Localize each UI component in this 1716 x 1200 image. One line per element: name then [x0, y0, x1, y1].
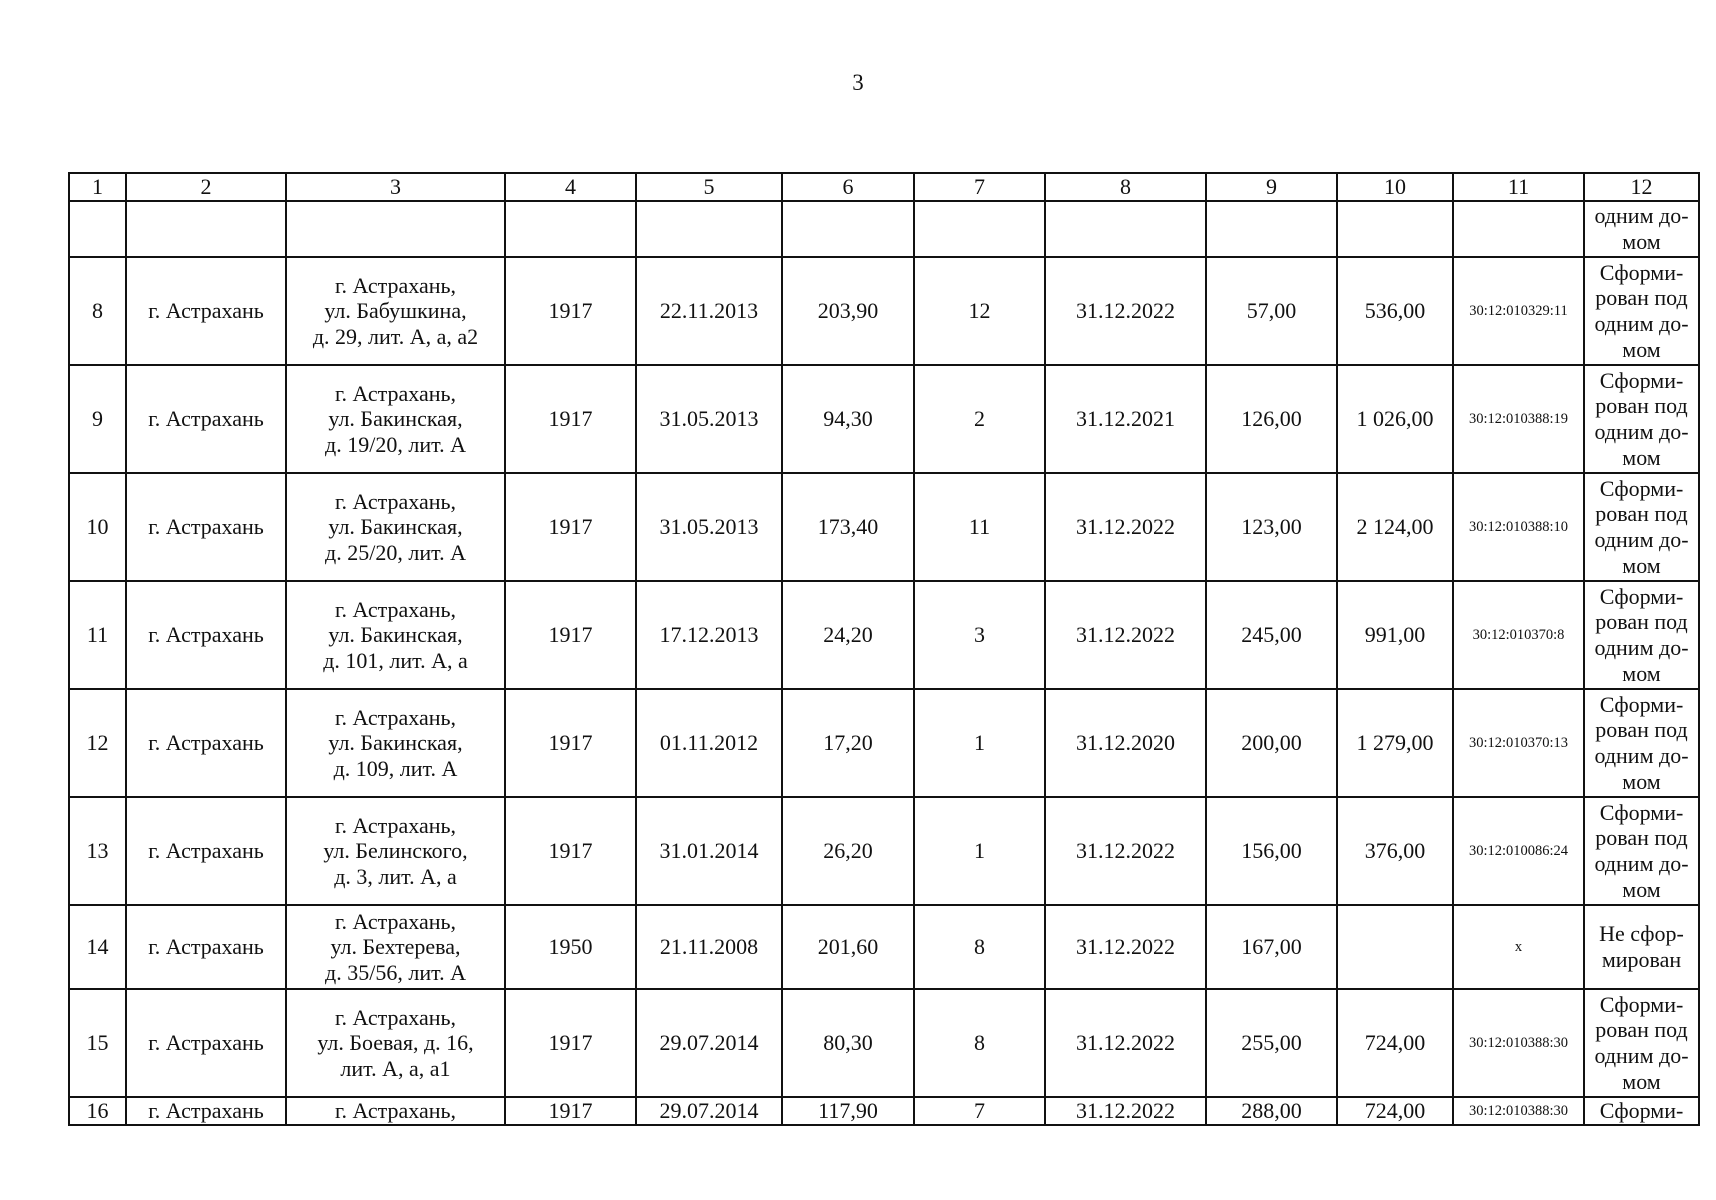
- status-line: Сформи-: [1599, 1098, 1684, 1123]
- deadline-cell: 31.12.2022: [1045, 581, 1206, 689]
- year-cell: 1917: [505, 1097, 636, 1125]
- year-cell: 1950: [505, 905, 636, 989]
- column-header: 8: [1045, 173, 1206, 201]
- year-cell: 1917: [505, 581, 636, 689]
- status-cell: [1584, 581, 1699, 689]
- column-header: 3: [286, 173, 505, 201]
- status-line: рован под: [1595, 501, 1688, 527]
- cadastral-number-cell: 30:12:010388:30: [1453, 1097, 1584, 1125]
- deadline-cell: 31.12.2022: [1045, 797, 1206, 905]
- land-area-cell: [1337, 905, 1453, 989]
- status-line: мом: [1622, 552, 1661, 578]
- table-row: [69, 1097, 1699, 1125]
- count-cell: 3: [914, 581, 1045, 689]
- status-line: одним до-: [1594, 635, 1689, 660]
- deadline-cell: 31.12.2022: [1045, 473, 1206, 581]
- city-cell: г. Астрахань: [126, 989, 286, 1097]
- status-line: мом: [1622, 444, 1661, 470]
- status-line: мом: [1622, 660, 1661, 686]
- address-cell: [286, 989, 505, 1097]
- status-line: рован под: [1595, 609, 1688, 635]
- table-cell: [126, 201, 286, 257]
- address-line: лит. А, а, а1: [340, 1055, 451, 1081]
- address-line: ул. Бакинская,: [328, 514, 463, 540]
- value-cell: 288,00: [1206, 1097, 1337, 1125]
- value-cell: 123,00: [1206, 473, 1337, 581]
- area-cell: 173,40: [782, 473, 914, 581]
- status-cell: [1584, 201, 1699, 257]
- date-cell: 31.01.2014: [636, 797, 782, 905]
- address-line: г. Астрахань,: [334, 488, 457, 514]
- status-line: Сформи-: [1599, 367, 1684, 393]
- table-row: [69, 257, 1699, 365]
- date-cell: 22.11.2013: [636, 257, 782, 365]
- table-row: [69, 473, 1699, 581]
- row-number-cell: 9: [69, 365, 126, 473]
- area-cell: 117,90: [782, 1097, 914, 1125]
- city-cell: г. Астрахань: [126, 473, 286, 581]
- status-line: рован под: [1595, 393, 1688, 419]
- deadline-cell: 31.12.2022: [1045, 1097, 1206, 1125]
- city-cell: г. Астрахань: [126, 365, 286, 473]
- value-cell: 156,00: [1206, 797, 1337, 905]
- address-line: г. Астрахань,: [334, 272, 457, 298]
- status-line: Сформи-: [1599, 583, 1684, 609]
- count-cell: 12: [914, 257, 1045, 365]
- year-cell: 1917: [505, 365, 636, 473]
- date-cell: 17.12.2013: [636, 581, 782, 689]
- status-line: одним до-: [1594, 419, 1689, 444]
- table-row: [69, 905, 1699, 989]
- status-line: одним до-: [1594, 1043, 1689, 1068]
- status-line: Сформи-: [1599, 475, 1684, 501]
- status-line: мом: [1622, 1068, 1661, 1094]
- address-cell: [286, 581, 505, 689]
- status-line: мом: [1622, 876, 1661, 902]
- status-cell: [1584, 473, 1699, 581]
- year-cell: 1917: [505, 797, 636, 905]
- status-line: Сформи-: [1599, 799, 1684, 825]
- status-line: Сформи-: [1599, 259, 1684, 285]
- year-cell: 1917: [505, 257, 636, 365]
- land-area-cell: 536,00: [1337, 257, 1453, 365]
- area-cell: 201,60: [782, 905, 914, 989]
- area-cell: 17,20: [782, 689, 914, 797]
- value-cell: 200,00: [1206, 689, 1337, 797]
- column-header: 10: [1337, 173, 1453, 201]
- value-cell: 57,00: [1206, 257, 1337, 365]
- row-number-cell: 12: [69, 689, 126, 797]
- status-line: Сформи-: [1599, 991, 1684, 1017]
- date-cell: 29.07.2014: [636, 1097, 782, 1125]
- status-line: мирован: [1601, 947, 1682, 972]
- column-header: 4: [505, 173, 636, 201]
- table-row: [69, 365, 1699, 473]
- column-header: 12: [1584, 173, 1699, 201]
- table-cell: [1206, 201, 1337, 257]
- date-cell: 29.07.2014: [636, 989, 782, 1097]
- value-cell: 255,00: [1206, 989, 1337, 1097]
- status-line: мом: [1622, 229, 1661, 254]
- status-cell: [1584, 1097, 1699, 1125]
- city-cell: г. Астрахань: [126, 797, 286, 905]
- address-cell: [286, 257, 505, 365]
- status-line: одним до-: [1594, 203, 1689, 229]
- deadline-cell: 31.12.2022: [1045, 257, 1206, 365]
- status-cell: [1584, 257, 1699, 365]
- row-number-cell: 16: [69, 1097, 126, 1125]
- status-line: одним до-: [1594, 311, 1689, 336]
- address-line: д. 35/56, лит. А: [325, 959, 466, 985]
- table-cell: [636, 201, 782, 257]
- address-line: ул. Белинского,: [323, 838, 468, 864]
- value-cell: 167,00: [1206, 905, 1337, 989]
- table-row: [69, 581, 1699, 689]
- row-number-cell: 8: [69, 257, 126, 365]
- status-cell: [1584, 365, 1699, 473]
- row-number-cell: 11: [69, 581, 126, 689]
- land-area-cell: 1 279,00: [1337, 689, 1453, 797]
- count-cell: 1: [914, 689, 1045, 797]
- count-cell: 2: [914, 365, 1045, 473]
- status-line: рован под: [1595, 1017, 1688, 1043]
- address-line: г. Астрахань,: [334, 908, 457, 934]
- column-header: 5: [636, 173, 782, 201]
- cadastral-number-cell: 30:12:010370:8: [1453, 581, 1584, 689]
- land-area-cell: 724,00: [1337, 1097, 1453, 1125]
- address-line: д. 3, лит. А, а: [334, 863, 457, 889]
- row-number-cell: 10: [69, 473, 126, 581]
- status-line: одним до-: [1594, 851, 1689, 876]
- column-header: 6: [782, 173, 914, 201]
- address-line: д. 25/20, лит. А: [325, 539, 466, 565]
- year-cell: 1917: [505, 989, 636, 1097]
- date-cell: 31.05.2013: [636, 365, 782, 473]
- cadastral-number-cell: 30:12:010329:11: [1453, 257, 1584, 365]
- status-cell: [1584, 689, 1699, 797]
- status-line: Не сфор-: [1599, 921, 1684, 947]
- address-cell: [286, 797, 505, 905]
- address-line: г. Астрахань,: [334, 596, 457, 622]
- row-number-cell: 15: [69, 989, 126, 1097]
- column-header: 7: [914, 173, 1045, 201]
- count-cell: 7: [914, 1097, 1045, 1125]
- table-row: [69, 989, 1699, 1097]
- city-cell: г. Астрахань: [126, 257, 286, 365]
- table-cell: [286, 201, 505, 257]
- year-cell: 1917: [505, 473, 636, 581]
- continuation-row: [69, 201, 1699, 257]
- address-line: ул. Боевая, д. 16,: [317, 1030, 474, 1056]
- status-cell: [1584, 797, 1699, 905]
- date-cell: 21.11.2008: [636, 905, 782, 989]
- deadline-cell: 31.12.2022: [1045, 989, 1206, 1097]
- address-cell: [286, 473, 505, 581]
- count-cell: 1: [914, 797, 1045, 905]
- cadastral-number-cell: 30:12:010370:13: [1453, 689, 1584, 797]
- table-cell: [782, 201, 914, 257]
- area-cell: 80,30: [782, 989, 914, 1097]
- column-header: 9: [1206, 173, 1337, 201]
- row-number-cell: 13: [69, 797, 126, 905]
- row-number-cell: 14: [69, 905, 126, 989]
- column-header: 11: [1453, 173, 1584, 201]
- status-cell: [1584, 989, 1699, 1097]
- address-cell: [286, 1097, 505, 1125]
- table-row: [69, 689, 1699, 797]
- status-line: одним до-: [1594, 527, 1689, 552]
- address-line: д. 19/20, лит. А: [325, 431, 466, 457]
- address-line: г. Астрахань,: [334, 380, 457, 406]
- address-line: г. Астрахань,: [334, 1004, 457, 1030]
- cadastral-number-cell: 30:12:010388:19: [1453, 365, 1584, 473]
- address-line: ул. Бехтерева,: [330, 934, 461, 960]
- table-cell: [505, 201, 636, 257]
- address-line: д. 109, лит. А: [333, 755, 458, 781]
- page-number: 3: [852, 70, 864, 95]
- count-cell: 8: [914, 989, 1045, 1097]
- table-cell: [1337, 201, 1453, 257]
- cadastral-number-cell: 30:12:010388:30: [1453, 989, 1584, 1097]
- city-cell: г. Астрахань: [126, 581, 286, 689]
- table-cell: [69, 201, 126, 257]
- year-cell: 1917: [505, 689, 636, 797]
- deadline-cell: 31.12.2021: [1045, 365, 1206, 473]
- land-area-cell: 2 124,00: [1337, 473, 1453, 581]
- land-area-cell: 724,00: [1337, 989, 1453, 1097]
- count-cell: 8: [914, 905, 1045, 989]
- address-line: г. Астрахань,: [334, 704, 457, 730]
- status-line: мом: [1622, 336, 1661, 362]
- date-cell: 31.05.2013: [636, 473, 782, 581]
- table-cell: [1453, 201, 1584, 257]
- column-header: 1: [69, 173, 126, 201]
- value-cell: 245,00: [1206, 581, 1337, 689]
- status-cell: [1584, 905, 1699, 989]
- address-line: д. 29, лит. А, а, а2: [312, 323, 479, 349]
- city-cell: г. Астрахань: [126, 689, 286, 797]
- cadastral-number-cell: 30:12:010086:24: [1453, 797, 1584, 905]
- status-line: мом: [1622, 768, 1661, 794]
- address-line: ул. Бабушкина,: [324, 298, 467, 324]
- area-cell: 94,30: [782, 365, 914, 473]
- deadline-cell: 31.12.2020: [1045, 689, 1206, 797]
- housing-registry-table: [68, 172, 1700, 1126]
- city-cell: г. Астрахань: [126, 1097, 286, 1125]
- status-line: рован под: [1595, 825, 1688, 851]
- status-line: рован под: [1595, 285, 1688, 311]
- cadastral-number-cell: x: [1453, 905, 1584, 989]
- header-row: [69, 173, 1699, 201]
- address-cell: [286, 689, 505, 797]
- table-cell: [1045, 201, 1206, 257]
- status-line: рован под: [1595, 717, 1688, 743]
- address-line: д. 101, лит. А, а: [323, 647, 468, 673]
- table-cell: [914, 201, 1045, 257]
- city-cell: г. Астрахань: [126, 905, 286, 989]
- land-area-cell: 1 026,00: [1337, 365, 1453, 473]
- address-line: г. Астрахань,: [334, 1098, 457, 1123]
- address-line: ул. Бакинская,: [328, 622, 463, 648]
- cadastral-number-cell: 30:12:010388:10: [1453, 473, 1584, 581]
- deadline-cell: 31.12.2022: [1045, 905, 1206, 989]
- area-cell: 24,20: [782, 581, 914, 689]
- land-area-cell: 376,00: [1337, 797, 1453, 905]
- address-line: ул. Бакинская,: [328, 730, 463, 756]
- area-cell: 26,20: [782, 797, 914, 905]
- address-line: ул. Бакинская,: [328, 406, 463, 432]
- status-line: одним до-: [1594, 743, 1689, 768]
- value-cell: 126,00: [1206, 365, 1337, 473]
- land-area-cell: 991,00: [1337, 581, 1453, 689]
- count-cell: 11: [914, 473, 1045, 581]
- address-cell: [286, 365, 505, 473]
- column-header: 2: [126, 173, 286, 201]
- area-cell: 203,90: [782, 257, 914, 365]
- address-cell: [286, 905, 505, 989]
- address-line: г. Астрахань,: [334, 812, 457, 838]
- status-line: Сформи-: [1599, 691, 1684, 717]
- date-cell: 01.11.2012: [636, 689, 782, 797]
- table-row: [69, 797, 1699, 905]
